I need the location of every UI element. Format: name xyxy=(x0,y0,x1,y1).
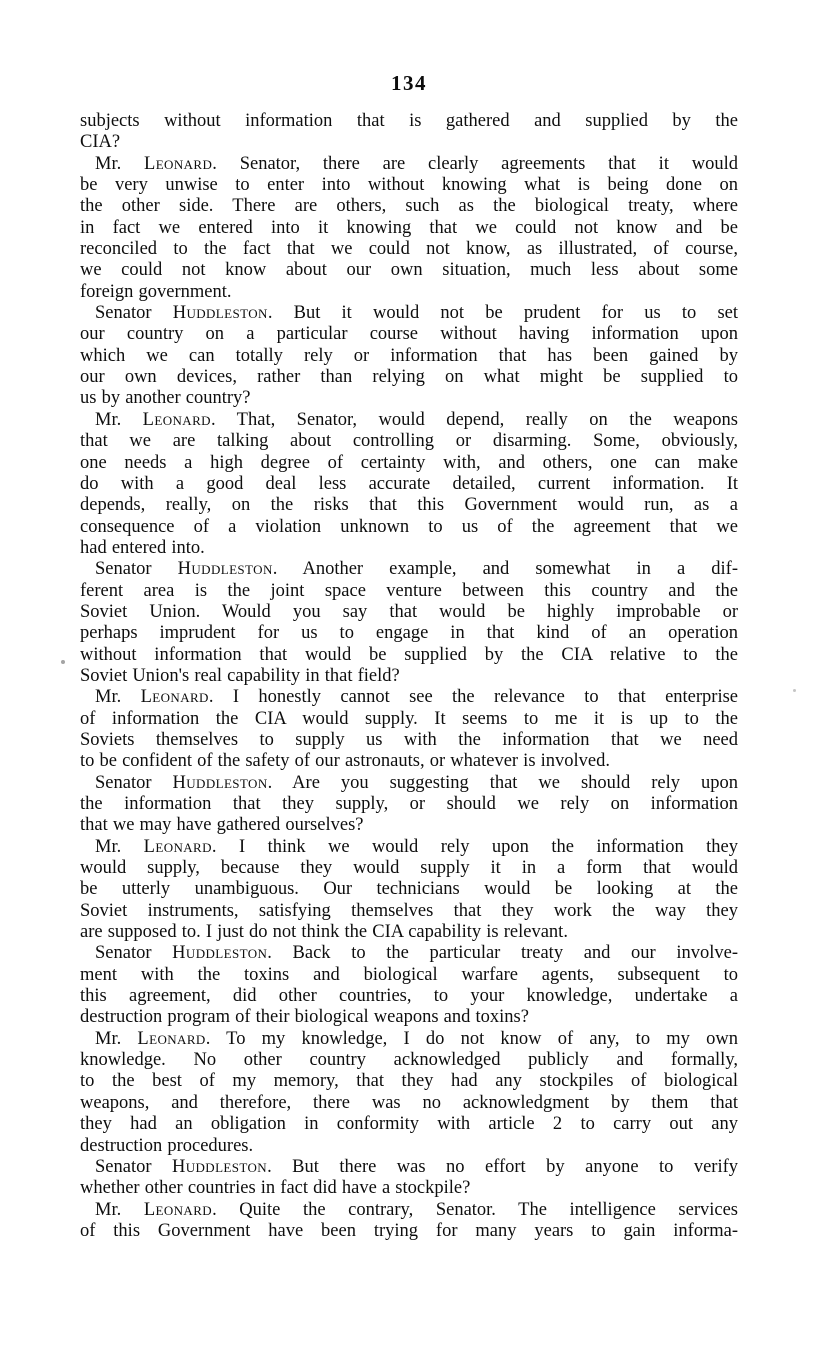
text-line: of information the CIA would supply. It seems to me it is up to the xyxy=(80,708,738,729)
text-line: subjects without information that is gathered and supplied by the xyxy=(80,111,738,131)
text-line: Senator Huddleston. But there was no effort by anyone to verify xyxy=(95,1156,738,1177)
text-line: in fact we entered into it knowing that we could not know and be xyxy=(80,217,738,238)
text-line: to be confident of the safety of our astronauts, or whatever is involved. xyxy=(80,751,611,772)
paragraph xyxy=(80,837,738,944)
text-line: whether other countries in fact did have a stockpile? xyxy=(80,1178,471,1199)
paragraph xyxy=(80,943,738,1028)
paragraph xyxy=(80,1029,738,1157)
text-line: one needs a high degree of certainty with, and others, one can make xyxy=(80,452,738,473)
text-line: would supply, because they would supply it in a form that would xyxy=(80,858,738,879)
speaker-name: Leonard xyxy=(140,687,209,708)
text-line: that we are talking about controlling or disarming. Some, obviously, xyxy=(80,431,738,452)
text-line: Soviet Union's real capability in that field? xyxy=(80,665,400,686)
text-line: Mr. Leonard. I think we would rely upon the information they xyxy=(95,836,738,857)
text-line: foreign government. xyxy=(80,281,232,302)
text-line: destruction procedures. xyxy=(80,1135,254,1156)
text-line: Senator Huddleston. Back to the particular treaty and our involve- xyxy=(95,943,739,964)
text-line: our country on a particular course without having information upon xyxy=(80,324,738,345)
speaker-name: Huddleston xyxy=(177,559,273,580)
speaker-name: Leonard xyxy=(142,409,211,430)
text-line: Soviet instruments, satisfying themselves that they work the way they xyxy=(80,900,738,921)
text-line: this agreement, did other countries, to your knowledge, undertake a xyxy=(80,986,738,1007)
text-line: be utterly unambiguous. Our technicians would be looking at the xyxy=(80,879,738,900)
text-line: reconciled to the fact that we could not know, as illustrated, of course, xyxy=(80,239,738,260)
text-line: the other side. There are others, such as the biological treaty, where xyxy=(80,196,738,217)
text-line: our own devices, rather than relying on what might be supplied to xyxy=(80,367,738,388)
text-line: consequence of a violation unknown to us of the agreement that we xyxy=(80,516,738,537)
text-line: Mr. Leonard. I honestly cannot see the relevance to that enterprise xyxy=(95,687,738,708)
speaker-name: Leonard xyxy=(137,1028,206,1049)
text-line: they had an obligation in conformity with article 2 to carry out any xyxy=(80,1114,738,1135)
transcript-text xyxy=(80,111,738,1242)
text-line: that we may have gathered ourselves? xyxy=(80,815,364,836)
paragraph xyxy=(80,154,738,303)
text-line: Senator Huddleston. Are you suggesting that we should rely upon xyxy=(95,772,738,793)
text-line: Soviets themselves to supply us with the information that we need xyxy=(80,729,738,750)
text-line: depends, really, on the risks that this Government would run, as a xyxy=(80,495,738,516)
paragraph xyxy=(80,687,738,772)
text-line: weapons, and therefore, there was no acknowledgment by them that xyxy=(80,1092,738,1113)
speaker-name: Leonard xyxy=(144,153,213,174)
text-line: us by another country? xyxy=(80,388,251,409)
text-line: CIA? xyxy=(80,132,121,153)
speaker-name: Huddleston xyxy=(172,772,268,793)
text-line: Senator Huddleston. But it would not be prudent for us to set xyxy=(95,303,738,324)
scan-artifact-speck xyxy=(793,689,796,692)
text-line: we could not know about our own situation, much less about some xyxy=(80,260,738,281)
text-line: be very unwise to enter into without knowing what is being done on xyxy=(80,175,738,196)
text-line: Soviet Union. Would you say that would be highly improbable or xyxy=(80,601,738,622)
text-line: had entered into. xyxy=(80,537,205,558)
text-line: the information that they supply, or should we rely on information xyxy=(80,794,738,814)
paragraph xyxy=(80,1157,738,1200)
text-line: knowledge. No other country acknowledged publicly and formally, xyxy=(80,1050,738,1071)
text-line: ferent area is the joint space venture between this country and the xyxy=(80,580,738,601)
text-line: Senator Huddleston. Another example, and somewhat in a dif- xyxy=(95,559,738,580)
text-line: Mr. Leonard. Senator, there are clearly agreements that it would xyxy=(95,153,739,174)
paragraph xyxy=(80,410,738,559)
paragraph xyxy=(80,773,738,837)
paragraph xyxy=(80,1200,738,1243)
scan-artifact-speck xyxy=(61,660,65,664)
speaker-name: Leonard xyxy=(143,1199,213,1220)
speaker-name: Huddleston xyxy=(172,303,268,324)
text-line: ment with the toxins and biological warfare agents, subsequent to xyxy=(80,964,738,985)
paragraph xyxy=(80,111,738,154)
text-line: destruction program of their biological weapons and toxins? xyxy=(80,1007,529,1028)
paragraph xyxy=(80,303,738,410)
text-line: of this Government have been trying for many years to gain informa- xyxy=(80,1220,738,1241)
speaker-name: Huddleston xyxy=(172,943,268,964)
speaker-name: Huddleston xyxy=(171,1156,268,1177)
text-line: are supposed to. I just do not think the CIA capability is relevant. xyxy=(80,922,568,943)
text-line: without information that would be supplied by the CIA relative to the xyxy=(80,644,738,665)
text-line: do with a good deal less accurate detailed, current information. It xyxy=(80,473,738,494)
text-line: Mr. Leonard. Quite the contrary, Senator. The intelligence services xyxy=(95,1199,738,1220)
text-line: Mr. Leonard. To my knowledge, I do not know of any, to my own xyxy=(95,1028,738,1049)
page-number: 134 xyxy=(391,71,427,95)
speaker-name: Leonard xyxy=(143,836,212,857)
text-line: to the best of my memory, that they had any stockpiles of biological xyxy=(80,1071,738,1092)
text-line: perhaps imprudent for us to engage in that kind of an operation xyxy=(80,623,738,644)
paragraph xyxy=(80,559,738,687)
text-line: Mr. Leonard. That, Senator, would depend, really on the weapons xyxy=(95,409,738,430)
text-line: which we can totally rely or information that has been gained by xyxy=(80,345,738,366)
